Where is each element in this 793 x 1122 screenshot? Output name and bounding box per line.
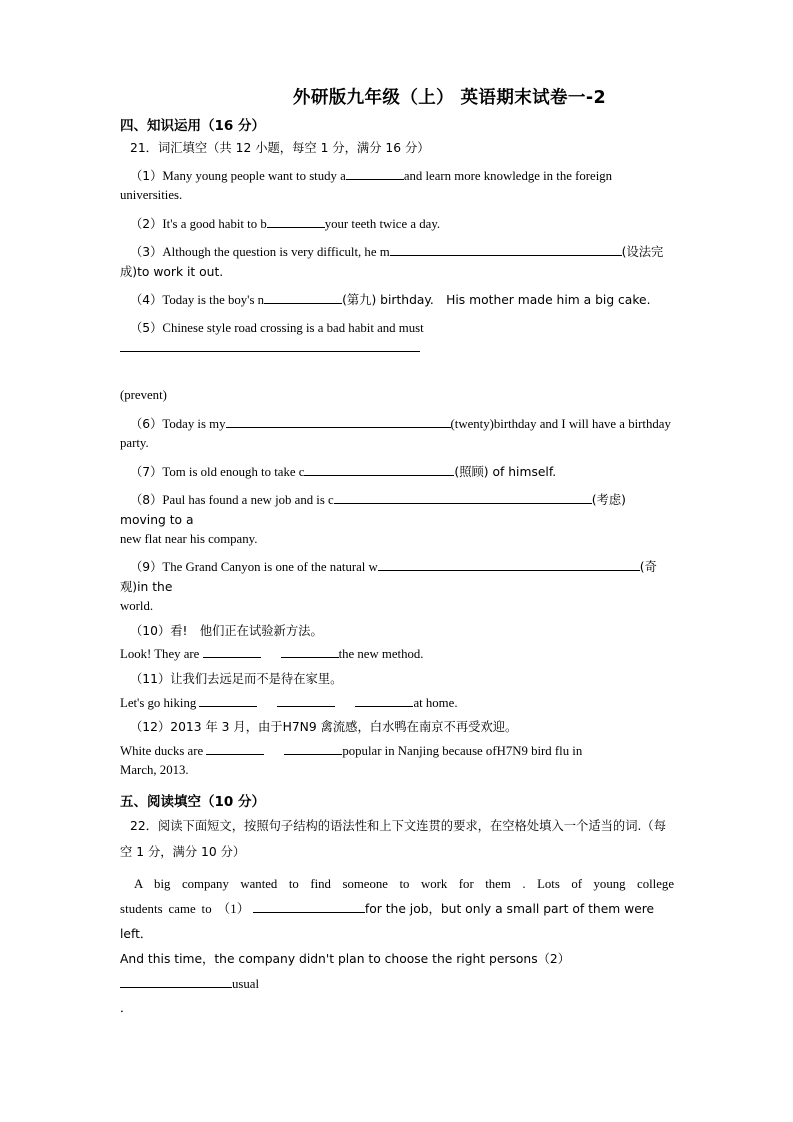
- vocab-item-4-text-b: (第九) birthday. His mother made him a big cake.: [342, 293, 651, 307]
- vocab-item-9-text-b: (奇观)in the: [120, 560, 657, 594]
- vocab-item-1-text-b: and learn more knowledge in the foreign: [403, 168, 613, 183]
- vocab-item-12-prompt-text: 2013 年 3 月，由于H7N9 禽流感，白水鸭在南京不再受欢迎。: [170, 719, 518, 734]
- vocab-item-11-answer-a: Let's go hiking: [120, 695, 197, 710]
- passage-line-3: [120, 947, 674, 997]
- vocab-item-7-blank[interactable]: [304, 463, 454, 476]
- vocab-item-2: [120, 215, 674, 234]
- vocab-item-11-blank-3[interactable]: [355, 694, 413, 707]
- passage-line-4: ．: [120, 1001, 133, 1016]
- reading-passage: [120, 872, 674, 1021]
- vocab-item-6-label: （6）: [130, 416, 163, 431]
- vocab-item-7-label: （7）: [130, 464, 163, 479]
- vocab-item-8-text-b: (考虑) moving to a: [120, 493, 626, 527]
- vocab-item-12-label: （12）: [130, 719, 171, 734]
- vocab-item-9-blank[interactable]: [378, 559, 640, 572]
- vocab-item-4: [120, 291, 674, 310]
- vocab-item-4-blank[interactable]: [264, 291, 342, 304]
- vocab-item-8-text-c: new flat near his company.: [120, 531, 258, 546]
- vocab-item-2-label: （2）: [130, 216, 163, 231]
- vocab-item-10-answer: [120, 645, 674, 664]
- vocab-item-10-blank-2[interactable]: [281, 646, 339, 659]
- vocab-item-5-label: （5）: [130, 321, 163, 336]
- vocab-item-3-label: （3）: [130, 245, 163, 260]
- vocab-item-12-blank-1[interactable]: [206, 742, 264, 755]
- vocab-item-1-label: （1）: [130, 168, 163, 183]
- document-content: [120, 88, 674, 1021]
- passage-blank-2[interactable]: [120, 975, 232, 988]
- passage-line-2-text-b: for the job，but only a small part of them were left．: [120, 902, 655, 942]
- passage-line-1: A big company wanted to find someone to work for them . Lots of young college: [134, 877, 674, 892]
- vocab-item-3-text-a: Although the question is very difficult, he m: [162, 245, 390, 260]
- vocab-item-12-answer: [120, 742, 674, 761]
- vocab-item-12-blank-2[interactable]: [284, 742, 342, 755]
- vocab-item-2-text-a: It's a good habit to b: [162, 216, 267, 231]
- passage-line-3-text-a: And this time，the company didn't plan to choose the right persons（2）: [120, 952, 571, 967]
- vocab-item-3-text-c-inner: 成)to work it out.: [120, 264, 224, 279]
- vocab-item-12-prompt: [120, 718, 674, 737]
- vocab-item-3-text-c: [120, 263, 674, 282]
- vocab-item-5-blank[interactable]: [120, 339, 420, 352]
- vocab-item-8: [120, 491, 674, 530]
- passage-blank-1[interactable]: [253, 900, 365, 913]
- vocab-item-6: [120, 415, 674, 434]
- vocab-item-11-answer: [120, 694, 674, 713]
- vocab-item-3: [120, 243, 674, 262]
- vocab-item-2-blank[interactable]: [267, 215, 325, 228]
- vocab-item-8-label: （8）: [130, 493, 163, 508]
- question-22-instruction-line-1: 22．阅读下面短文，按照句子结构的语法性和上下文连贯的要求，在空格处填入一个适当的词.（每: [130, 818, 667, 833]
- vocab-item-11-prompt: [120, 670, 674, 689]
- vocab-item-9-label: （9）: [130, 560, 163, 575]
- question-21-instruction: 21．词汇填空（共 12 小题，每空 1 分，满分 16 分）: [130, 141, 430, 156]
- vocab-item-7: [120, 463, 674, 482]
- vocab-item-11-label: （11）: [130, 671, 171, 686]
- vocab-item-4-text-a: Today is the boy's n: [162, 293, 265, 307]
- vocab-item-6-text-b: (twenty)birthday and I will have a birthday: [450, 416, 671, 431]
- vocab-item-11-blank-1[interactable]: [199, 694, 257, 707]
- vocab-item-6-text-a: Today is my: [162, 416, 226, 431]
- vocab-item-9-text-a: The Grand Canyon is one of the natural w: [162, 560, 378, 575]
- vocab-item-10-blank-1[interactable]: [203, 646, 261, 659]
- vocab-item-2-text-b: your teeth twice a day.: [324, 216, 441, 231]
- section-heading-knowledge: 四、知识运用（16 分）: [120, 117, 265, 134]
- vocab-item-10-prompt: [120, 622, 674, 641]
- vocab-item-9-text-c: world.: [120, 599, 154, 614]
- vocab-item-10-answer-b: the new method.: [338, 647, 424, 662]
- vocab-item-11-blank-2[interactable]: [277, 694, 335, 707]
- passage-line-3-text-b: usual: [232, 977, 260, 992]
- vocab-item-10-prompt-text: 看! 他们正在试验新方法。: [170, 623, 323, 638]
- vocab-item-5-text-a: Chinese style road crossing is a bad habit and must: [162, 321, 424, 336]
- vocab-item-3-text-b: (设法完: [621, 245, 664, 260]
- vocab-item-5: [120, 319, 674, 358]
- vocab-item-11-prompt-text: 让我们去远足而不是待在家里。: [170, 671, 343, 686]
- vocab-item-11-answer-b: at home.: [413, 695, 458, 710]
- vocab-item-10-answer-a: Look! They are: [120, 647, 200, 662]
- vocab-item-4-label: （4）: [130, 293, 163, 307]
- vocab-item-10-label: （10）: [130, 623, 171, 638]
- passage-line-2-text-a: students came to （1）: [120, 902, 250, 917]
- vocab-item-1-blank[interactable]: [346, 167, 404, 180]
- section-heading-reading: 五、阅读填空（10 分）: [120, 793, 265, 810]
- question-22-instruction-line-2: 空 1 分，满分 10 分）: [120, 844, 246, 859]
- vocab-item-12-answer-b: popular in Nanjing because ofH7N9 bird flu in: [342, 743, 583, 758]
- vocab-item-12-answer-a: White ducks are: [120, 743, 204, 758]
- vocab-item-5-hint: (prevent): [120, 388, 167, 403]
- vocab-item-9: [120, 558, 674, 597]
- page-title: 外研版九年级（上） 英语期末试卷一-2: [292, 88, 607, 108]
- vocab-item-8-text-a: Paul has found a new job and is c: [162, 493, 334, 508]
- vocab-item-1-text-a: Many young people want to study a: [162, 168, 346, 183]
- vocab-item-7-text-a: Tom is old enough to take c: [162, 464, 305, 479]
- vocab-item-12-answer-c: March, 2013.: [120, 763, 189, 778]
- vocab-item-6-text-c: party.: [120, 436, 149, 451]
- vocab-item-7-text-b: (照顾) of himself.: [454, 464, 557, 479]
- vocab-item-1-text-c: universities.: [120, 188, 183, 203]
- passage-line-2: [120, 897, 674, 947]
- vocab-item-6-blank[interactable]: [226, 415, 451, 428]
- vocab-item-1: [120, 167, 674, 186]
- vocab-item-8-blank[interactable]: [334, 491, 592, 504]
- vocab-item-3-blank[interactable]: [390, 243, 622, 256]
